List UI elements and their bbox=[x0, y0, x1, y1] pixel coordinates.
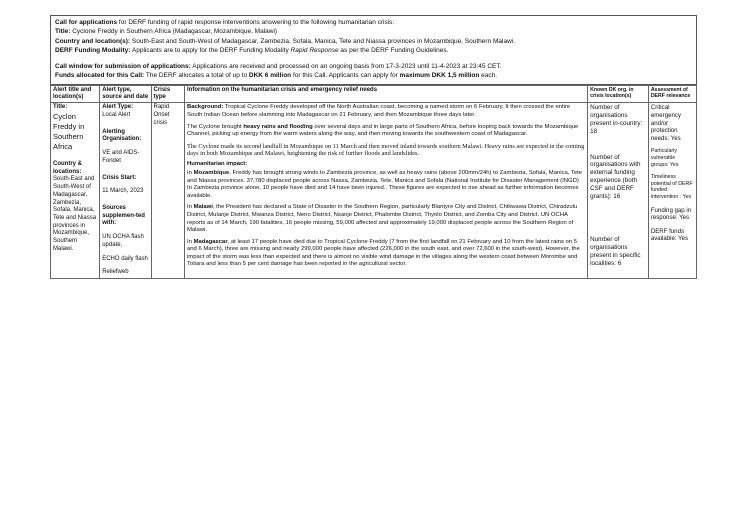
call-title-line bbox=[55, 27, 692, 36]
call-line-1 bbox=[55, 18, 692, 27]
orgs-with-funding-experience: Number of organisations with external funding experience (both CSF and DERF grants): 16 bbox=[590, 153, 641, 200]
source-item: UN OCHA flash update, bbox=[102, 234, 144, 248]
country-label: Country & locations: bbox=[53, 161, 82, 175]
funds-available-assessment: DERF funds available: Yes bbox=[650, 227, 689, 243]
crisis-type-value: Rapid Onset crisis bbox=[153, 104, 170, 126]
call-info-box bbox=[50, 15, 697, 85]
alert-type-label: Alert Type: bbox=[102, 104, 134, 111]
rains-paragraph bbox=[187, 124, 585, 139]
background-label: Background: bbox=[187, 104, 224, 111]
call-lead-text: for DERF funding of rapid response interventions answering to the following humanitarian crisis: bbox=[117, 19, 395, 26]
rains-emphasis: heavy rains and flooding bbox=[243, 123, 313, 130]
background-paragraph bbox=[187, 104, 585, 119]
crisis-start-label: Crisis Start: bbox=[102, 174, 137, 181]
source-item: Reliefweb bbox=[102, 269, 129, 276]
malawi-paragraph bbox=[187, 204, 585, 234]
madagascar-paragraph bbox=[187, 239, 585, 269]
background-text: Tropical Cyclone Freddy developed off the North Australian coast, becoming a named storm on 6 February. It then crossed the entire South Indian Ocean before slamming into Madagascar on 21 February, and then Mozambique three days later. bbox=[187, 104, 571, 118]
cell-crisis-type bbox=[151, 103, 185, 279]
alert-table bbox=[50, 85, 697, 279]
call-modality-text: Applicants are to apply for the DERF Funding Modality bbox=[130, 46, 291, 54]
madagascar-text: , at least 17 people have died due to Tropical Cyclone Freddy (7 from the first landfall on 21 February and 10 from the latest rains on 5 and 6 March), three are missing and nearly 299,000 people have affected (226,000 in the south east, and over 72,600 in the south-west). However, the impact of the storm was less than expected and there is almost no visible wind damage in the villages along the western coast between Morombe and Toliara and less than 5 per cent damage has been reported in the agricultural sector. bbox=[187, 238, 580, 268]
call-window-value: Applications are received and processed on an ongoing basis from 17-3-2023 until 11-4-2023 at 23:45 CET. bbox=[190, 63, 502, 71]
call-country-label: Country and location(s): bbox=[55, 37, 131, 45]
call-title-label: Title: bbox=[55, 28, 71, 36]
country-value: South-East and South-West of Madagascar, Zambezia, Sofala, Manica, Tete and Niassa provinces in Mozambique, Southern Malawi. bbox=[53, 176, 97, 252]
header-crisis-type: Crisis type bbox=[151, 85, 185, 103]
source-item: ECHO daily flash bbox=[102, 255, 148, 262]
call-funds-label: Funds allocated for this Call: bbox=[55, 72, 145, 80]
table-header-row bbox=[51, 85, 697, 103]
mozambique-label: Mozambique bbox=[193, 169, 230, 176]
landfall-paragraph: The Cyclone made its second landfall in Mozambique on 11 March and then moved inland towards southern Malawi. Heavy rains are expected in the coming days in both Mozambique and Malawi, heightening the risk of further floods and landslides. bbox=[187, 142, 585, 158]
call-lead-label: Call for applications bbox=[55, 19, 118, 26]
call-funds-max: maximum DKK 1,5 million bbox=[399, 72, 480, 80]
title-label: Title: bbox=[53, 104, 68, 111]
call-country-line bbox=[55, 37, 692, 46]
rains-text-end: over several days and in large parts of Southern Africa, before looping back towards the Mozambique Channel, picking up energy from the warm waters along the way, and then moving towards the southwestern coast of Madagascar. bbox=[187, 123, 579, 138]
madagascar-label: Madagascar bbox=[193, 238, 228, 245]
mozambique-text: , Freddy has brought strong winds to Zambezia province, as well as heavy rains (above 200mm/24h) to Zambezia, Sofala, Manica, Tete and Niassa provinces. 37,780 displaced people across Nassa, Zambezia, Tete, Manica and Sofala (National Institute for Disaster Management (INGD) In Zambezia province alone, 10 people have died and 14 have been injured.. These figures are expected to rise ahead as further information becomes available. bbox=[187, 169, 583, 199]
orgs-in-localities: Number of organisations present in specific localities: 6 bbox=[590, 236, 641, 267]
cell-alert-type bbox=[100, 103, 151, 279]
malawi-prefix: In bbox=[187, 204, 194, 211]
madagascar-prefix: In bbox=[187, 238, 194, 245]
header-alert-type: Alert type, source and date bbox=[100, 85, 151, 103]
timeliness-assessment: Timeliness potential of DERF funded intervention : Yes bbox=[650, 174, 693, 200]
header-alert-title: Alert title and location(s) bbox=[51, 85, 100, 103]
alert-title-value: Cyclon Freddy in Southern Africa bbox=[53, 112, 85, 152]
cell-known-dk-org bbox=[588, 103, 649, 279]
table-row bbox=[51, 103, 697, 279]
alerting-org-value: VE and AIDS-Fondet bbox=[102, 150, 140, 164]
call-title-value: Cyclone Freddy in Southern Africa (Madagascar, Mozambique, Malawi) bbox=[70, 28, 278, 36]
vulnerable-groups-assessment: Particularly vulnerable groups: Yes bbox=[650, 148, 679, 168]
cell-crisis-info bbox=[185, 103, 588, 279]
alert-type-value: Local Alert bbox=[102, 112, 131, 119]
call-funds-text-mid: for this Call. Applicants can apply for bbox=[291, 72, 400, 80]
call-window-line bbox=[55, 62, 692, 71]
call-modality-label: DERF Funding Modality: bbox=[55, 46, 131, 54]
crisis-start-value: 11 March, 2023 bbox=[102, 188, 144, 195]
call-window-label: Call window for submission of applications: bbox=[55, 63, 191, 71]
critical-needs-assessment: Critical emergency and/or protection needs: Yes bbox=[650, 104, 681, 142]
call-funds-text-end: each. bbox=[479, 72, 498, 80]
call-modality-emphasis: Rapid Response bbox=[290, 46, 339, 54]
malawi-label: Malawi bbox=[193, 204, 213, 211]
cell-derf-relevance bbox=[648, 103, 696, 279]
malawi-text: , the President has declared a State of Disaster in the Southern Region, particularly Blantyre City and District, Chikwawa District, Chiradzulu District, Mulanje District, Mwanza District, Neno District, Nsanje District, Phalombe District, Thyolo District, and Zomba City and District. UN OCHA reports as of 14 March, 190 fatalities, 16 people missing, 59,000 affected and approximately 19,000 displaced people across the Southern Region of Malawi. bbox=[187, 204, 578, 234]
call-funds-text: The DERF allocates a total of up to bbox=[144, 72, 249, 80]
call-modality-line bbox=[55, 46, 692, 55]
call-funds-total: DKK 6 million bbox=[248, 72, 292, 80]
funding-gap-assessment: Funding gap in response: Yes bbox=[650, 206, 692, 222]
mozambique-prefix: In bbox=[187, 169, 194, 176]
cell-alert-title bbox=[51, 103, 100, 279]
sources-label: Sources supplemen-ted with: bbox=[102, 205, 145, 227]
header-derf-relevance: Assessment of DERF relevance bbox=[648, 85, 696, 103]
header-known-dk-org: Known DK org. in crisis location(s) bbox=[588, 85, 649, 103]
rains-text: The Cyclone brought bbox=[187, 123, 244, 130]
mozambique-paragraph bbox=[187, 170, 585, 200]
call-modality-text-end: as per the DERF Funding Guidelines. bbox=[338, 46, 449, 54]
document-page bbox=[50, 15, 697, 279]
alerting-org-label: Alerting Organisation: bbox=[102, 128, 142, 143]
header-crisis-info: Information on the humanitarian crisis and emergency relief needs bbox=[185, 85, 588, 103]
orgs-in-country: Number of organisations present in-country: 18 bbox=[590, 104, 643, 135]
impact-heading: Humanitarian impact: bbox=[187, 161, 248, 168]
call-country-value: South-East and South-West of Madagascar, Zambezia, Sofala, Manica, Tete and Niassa provinces in Mozambique, Southern Malawi. bbox=[130, 37, 516, 45]
call-funds-line bbox=[55, 71, 692, 80]
